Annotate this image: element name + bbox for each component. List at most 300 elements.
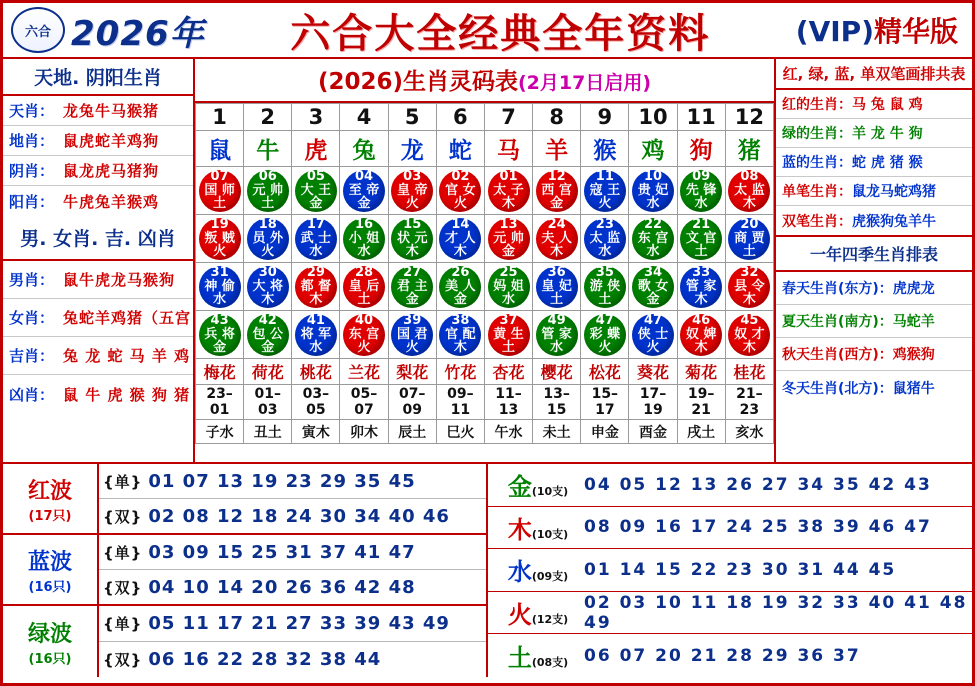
zodiac-ball <box>536 170 578 212</box>
table-cell-flower: 樱花 <box>533 359 581 385</box>
number-list: 04 10 14 20 26 36 42 48 <box>148 576 416 598</box>
zodiac-ball <box>343 266 385 308</box>
table-cell-flower: 桃花 <box>292 359 340 385</box>
table-cell-ganzhi: 午水 <box>484 420 532 444</box>
ball-label: 叛 贼 火 <box>204 230 235 260</box>
ball-label: 歌 女 金 <box>637 278 669 308</box>
table-cell-ball <box>196 167 244 215</box>
right-title-1-text: 红, 绿, 蓝, 单双笔画排共表 <box>782 65 966 83</box>
ball-label: 神 偷 水 <box>204 278 235 308</box>
right-title-1 <box>776 59 972 90</box>
wave-name: 绿波 <box>27 621 72 647</box>
ball-number: 04 <box>355 169 374 185</box>
row-key: 阴肖： <box>9 162 55 180</box>
element-numbers: 06 07 20 21 28 29 36 37 <box>584 645 861 666</box>
table-cell-ganzhi: 子水 <box>196 420 244 444</box>
table-cell-flower: 梅花 <box>196 359 244 385</box>
zodiac-ball <box>584 314 626 356</box>
ball-number: 33 <box>692 265 711 281</box>
zodiac-ball <box>680 266 722 308</box>
table-cell: 9 <box>581 104 629 131</box>
zodiac-ball <box>343 218 385 260</box>
ball-label: 官 配 木 <box>445 326 476 356</box>
list-item <box>776 119 972 148</box>
list-item <box>776 371 972 404</box>
zodiac-table-title-main: (2026)生肖灵码表 <box>317 69 518 95</box>
parity-tag: {单} <box>103 615 143 633</box>
page-title: 六合大全经典全年资料 <box>290 10 711 57</box>
zodiac-ball <box>439 266 481 308</box>
table-cell-ball <box>340 167 388 215</box>
table-cell-ball <box>388 263 436 311</box>
table-cell-ball <box>533 167 581 215</box>
table-cell: 10 <box>629 104 677 131</box>
ball-label: 国 君 火 <box>396 326 428 356</box>
table-cell-ball <box>292 167 340 215</box>
table-cell-time: 13–15 <box>533 385 581 420</box>
table-cell-ball <box>484 215 532 263</box>
number-list: 02 08 12 18 24 30 34 40 46 <box>148 505 450 527</box>
row-value: 羊 龙 牛 狗 <box>852 126 923 142</box>
ball-label: 都 督 木 <box>300 278 332 308</box>
zodiac-ball <box>295 218 337 260</box>
table-cell-zodiac: 狗 <box>677 131 725 167</box>
zodiac-ball <box>584 170 626 212</box>
ball-number: 40 <box>355 313 374 329</box>
row-value: 龙兔牛马猴猪 <box>63 102 160 120</box>
zodiac-ball <box>247 218 289 260</box>
ball-label: 员 外 火 <box>252 230 283 260</box>
number-list: 06 16 22 28 32 38 44 <box>148 649 382 670</box>
table-row-flowers <box>196 359 774 385</box>
ball-label: 太 监 木 <box>734 182 765 212</box>
element-numbers: 04 05 12 13 26 27 34 35 42 43 <box>584 474 932 495</box>
ball-label: 彩 蝶 火 <box>589 326 621 356</box>
parity-tag: {双} <box>103 578 143 597</box>
ball-label: 至 帝 金 <box>348 182 380 212</box>
left-block-2 <box>3 261 193 413</box>
table-cell-zodiac: 牛 <box>244 131 292 167</box>
table-cell-flower: 竹花 <box>436 359 484 385</box>
zodiac-ball <box>199 314 241 356</box>
ball-number: 25 <box>499 265 518 281</box>
table-cell-ball <box>725 311 773 359</box>
table-cell: 2 <box>244 104 292 131</box>
ball-number: 13 <box>499 217 518 233</box>
ball-label: 皇 妃 土 <box>541 278 572 308</box>
table-cell-zodiac: 鼠 <box>196 131 244 167</box>
table-cell-ball <box>677 215 725 263</box>
ball-label: 妈 姐 水 <box>493 278 524 308</box>
zodiac-ball <box>199 170 241 212</box>
list-item <box>3 299 193 337</box>
ball-label: 国 师 土 <box>204 182 235 212</box>
wave-line <box>99 606 486 642</box>
ball-number: 29 <box>306 265 325 281</box>
table-cell-time: 07–09 <box>388 385 436 420</box>
element-numbers: 08 09 16 17 24 25 38 39 46 47 <box>584 517 932 538</box>
zodiac-ball <box>728 314 770 356</box>
row-value: 鼠牛虎龙马猴狗 <box>63 271 176 289</box>
right-column <box>776 59 972 462</box>
table-cell: 11 <box>677 104 725 131</box>
ball-label: 小 姐 水 <box>348 230 380 260</box>
left-title-2: 男. 女肖. 吉. 凶肖 <box>3 216 193 261</box>
ball-number: 03 <box>403 169 422 185</box>
row-key: 蓝的生肖： <box>782 155 852 171</box>
table-cell: 8 <box>533 104 581 131</box>
ball-number: 07 <box>210 169 229 185</box>
list-item <box>776 272 972 305</box>
ball-label: 太 监 水 <box>589 230 621 260</box>
table-cell-ball <box>436 311 484 359</box>
ball-label: 兵 将 金 <box>204 326 235 356</box>
ball-number: 35 <box>595 265 614 281</box>
ball-number: 30 <box>258 265 277 281</box>
table-cell-ball <box>677 311 725 359</box>
table-cell-time: 05–07 <box>340 385 388 420</box>
ball-number: 47 <box>643 313 663 329</box>
table-cell-ball <box>629 311 677 359</box>
ball-label: 将 军 水 <box>300 326 332 356</box>
parity-tag: {双} <box>103 507 143 526</box>
ball-label: 元 帅 土 <box>252 182 283 212</box>
table-cell: 4 <box>340 104 388 131</box>
zodiac-ball <box>295 170 337 212</box>
zodiac-ball <box>632 266 674 308</box>
ball-number: 41 <box>306 313 325 329</box>
table-cell-time: 11–13 <box>484 385 532 420</box>
table-cell-ganzhi: 卯木 <box>340 420 388 444</box>
logo-text: 六合 <box>24 24 51 40</box>
ball-number: 19 <box>210 217 229 233</box>
table-row-balls-4 <box>196 311 774 359</box>
zodiac-ball <box>728 266 770 308</box>
ball-number: 34 <box>643 265 663 281</box>
zodiac-ball <box>536 218 578 260</box>
table-cell-ganzhi: 巳火 <box>436 420 484 444</box>
row-value: 鼠龙虎马猪狗 <box>63 162 160 180</box>
list-item <box>776 305 972 338</box>
table-cell-ball <box>533 263 581 311</box>
table-cell-flower: 梨花 <box>388 359 436 385</box>
table-cell-ball <box>196 263 244 311</box>
wave-line <box>99 499 486 533</box>
zodiac-ball <box>439 314 481 356</box>
table-cell-flower: 菊花 <box>677 359 725 385</box>
ball-label: 大 王 金 <box>300 182 332 212</box>
table-row-ganzhi <box>196 420 774 444</box>
wave-name-cell <box>3 535 99 604</box>
table-cell-ball <box>581 167 629 215</box>
list-item <box>776 177 972 206</box>
table-cell-zodiac: 鸡 <box>629 131 677 167</box>
table-cell-ball <box>581 263 629 311</box>
table-row-numbers <box>196 104 774 131</box>
element-count: (10支) <box>531 485 569 499</box>
ball-number: 16 <box>355 217 374 233</box>
left-title-1: 天地. 阴阳生肖 <box>3 59 193 96</box>
ball-number: 43 <box>210 313 229 329</box>
zodiac-ball <box>391 218 433 260</box>
ball-number: 38 <box>451 313 470 329</box>
row-value: 鼠龙马蛇鸡猪 <box>852 184 936 200</box>
row-key: 单笔生肖： <box>782 184 852 200</box>
zodiac-ball <box>439 218 481 260</box>
ball-number: 11 <box>595 169 614 185</box>
ball-number: 08 <box>740 169 759 185</box>
ball-label: 状 元 木 <box>396 230 428 260</box>
wave-numbers <box>99 464 486 533</box>
element-row <box>488 464 972 507</box>
ball-label: 美 人 金 <box>445 278 476 308</box>
element-row <box>488 549 972 592</box>
ball-label: 奴 婢 木 <box>685 326 717 356</box>
ball-label: 商 贾 土 <box>734 230 765 260</box>
table-cell-ball <box>533 215 581 263</box>
row-value: 兔蛇羊鸡猪（五宫 <box>63 309 192 327</box>
element-name: 火(12支) <box>507 601 569 630</box>
table-cell: 12 <box>725 104 773 131</box>
ball-number: 20 <box>740 217 759 233</box>
wave-name-cell <box>3 606 99 677</box>
header <box>3 3 972 59</box>
zodiac-ball <box>632 314 674 356</box>
element-name: 金(10支) <box>507 473 569 502</box>
ball-label: 君 主 金 <box>396 278 428 308</box>
parity-tag: {单} <box>103 543 143 562</box>
table-cell-ball <box>533 311 581 359</box>
vip-badge <box>796 10 958 50</box>
ball-number: 39 <box>403 313 422 329</box>
body-area <box>3 59 972 464</box>
table-cell-ganzhi: 申金 <box>581 420 629 444</box>
ball-number: 24 <box>547 217 566 233</box>
wave-line <box>99 464 486 499</box>
table-cell-flower: 葵花 <box>629 359 677 385</box>
ball-label: 先 锋 水 <box>685 182 717 212</box>
zodiac-ball <box>391 314 433 356</box>
wave-count: (16只) <box>28 579 72 595</box>
list-item <box>3 96 193 126</box>
ball-number: 06 <box>258 169 277 185</box>
row-value: 虎猴狗兔羊牛 <box>852 213 936 230</box>
table-cell-zodiac: 猪 <box>725 131 773 167</box>
list-item <box>776 206 972 235</box>
zodiac-ball <box>632 170 674 212</box>
table-row-balls-1 <box>196 167 774 215</box>
ball-label: 管 家 木 <box>685 278 717 308</box>
table-cell-time: 23–01 <box>196 385 244 420</box>
zodiac-ball <box>199 218 241 260</box>
list-item <box>776 148 972 177</box>
zodiac-ball <box>295 314 337 356</box>
table-cell-ball <box>436 215 484 263</box>
ball-number: 15 <box>403 217 422 233</box>
table-cell: 6 <box>436 104 484 131</box>
row-key: 绿的生肖： <box>782 126 852 142</box>
table-cell-ganzhi: 寅木 <box>292 420 340 444</box>
table-cell-zodiac: 龙 <box>388 131 436 167</box>
ball-label: 奴 才 木 <box>734 326 765 356</box>
table-cell-ball <box>244 263 292 311</box>
zodiac-ball <box>584 266 626 308</box>
row-value: 鼠 牛 虎 猴 狗 猪 <box>63 385 191 404</box>
table-cell-ball <box>292 215 340 263</box>
table-cell-time: 17–19 <box>629 385 677 420</box>
table-cell-ball <box>484 263 532 311</box>
table-cell-ball <box>581 215 629 263</box>
ball-label: 西 宫 金 <box>541 182 572 212</box>
table-cell-ball <box>388 167 436 215</box>
table-cell-ball <box>244 215 292 263</box>
list-item <box>3 126 193 156</box>
table-cell-ganzhi: 辰土 <box>388 420 436 444</box>
table-cell: 3 <box>292 104 340 131</box>
table-cell-time: 09–11 <box>436 385 484 420</box>
ball-number: 37 <box>499 313 518 329</box>
list-item <box>3 375 193 413</box>
table-cell-ball <box>244 167 292 215</box>
zodiac-table-title-note: (2月17日启用) <box>518 72 652 94</box>
ball-label: 皇 帝 火 <box>396 182 428 212</box>
table-cell-ball <box>581 311 629 359</box>
number-list: 01 07 13 19 23 29 35 45 <box>148 470 416 492</box>
ball-number: 10 <box>643 169 663 185</box>
table-cell-flower: 兰花 <box>340 359 388 385</box>
ball-number: 26 <box>451 265 470 281</box>
center-column <box>195 59 776 462</box>
table-cell: 1 <box>196 104 244 131</box>
table-cell-zodiac: 马 <box>484 131 532 167</box>
ball-number: 01 <box>499 169 518 185</box>
table-cell-flower: 荷花 <box>244 359 292 385</box>
element-section <box>488 464 972 677</box>
table-cell-ganzhi: 戌土 <box>677 420 725 444</box>
wave-count: (16只) <box>28 651 72 667</box>
table-cell-flower: 杏花 <box>484 359 532 385</box>
wave-line <box>99 642 486 677</box>
table-row-balls-3 <box>196 263 774 311</box>
table-cell-ball <box>244 311 292 359</box>
ball-number: 12 <box>547 169 566 185</box>
element-row <box>488 592 972 635</box>
ball-label: 东 宫 火 <box>348 326 380 356</box>
table-cell-zodiac: 兔 <box>340 131 388 167</box>
element-name: 水(09支) <box>507 558 569 587</box>
left-block-1 <box>3 96 193 216</box>
table-cell-ball <box>725 167 773 215</box>
ball-label: 游 侠 土 <box>589 278 621 308</box>
table-cell-ball <box>629 215 677 263</box>
table-cell-ball <box>677 263 725 311</box>
table-cell-time: 21–23 <box>725 385 773 420</box>
ball-label: 大 将 木 <box>252 278 283 308</box>
zodiac-ball <box>247 314 289 356</box>
left-column <box>3 59 195 462</box>
table-cell-ball <box>484 311 532 359</box>
ball-number: 31 <box>210 265 229 281</box>
table-cell-ball <box>388 311 436 359</box>
ball-label: 武 士 水 <box>300 230 332 260</box>
ball-label: 文 官 土 <box>685 230 717 260</box>
ball-label: 元 帅 金 <box>493 230 524 260</box>
wave-name-cell <box>3 464 99 533</box>
row-value: 马 兔 鼠 鸡 <box>852 97 923 113</box>
table-cell-zodiac: 猴 <box>581 131 629 167</box>
table-cell-ball <box>629 167 677 215</box>
wave-line <box>99 570 486 604</box>
zodiac-ball <box>680 314 722 356</box>
table-cell: 7 <box>484 104 532 131</box>
table-cell-ball <box>196 311 244 359</box>
wave-numbers <box>99 606 486 677</box>
zodiac-ball <box>536 266 578 308</box>
element-row <box>488 507 972 550</box>
row-value: 秋天生肖(西方)：鸡猴狗 <box>782 347 935 363</box>
parity-tag: {双} <box>103 651 143 669</box>
vip-label: (VIP) <box>795 15 874 48</box>
table-cell-ganzhi: 酉金 <box>629 420 677 444</box>
zodiac-ball <box>247 266 289 308</box>
table-cell-time: 03–05 <box>292 385 340 420</box>
zodiac-table-title <box>195 59 774 103</box>
ball-number: 45 <box>740 313 759 329</box>
wave-row <box>3 606 486 677</box>
row-value: 春天生肖(东方)：虎虎龙 <box>782 281 935 297</box>
zodiac-ball <box>536 314 578 356</box>
row-key: 双笔生肖： <box>782 213 852 230</box>
ball-label: 太 子 木 <box>493 182 524 212</box>
wave-count: (17只) <box>28 508 72 524</box>
element-row <box>488 634 972 677</box>
wave-row <box>3 535 486 606</box>
wave-name: 红波 <box>27 478 72 504</box>
bottom-area <box>3 464 972 677</box>
table-cell-ball <box>725 215 773 263</box>
table-cell-ganzhi: 未土 <box>533 420 581 444</box>
parity-tag: {单} <box>103 472 143 491</box>
wave-name: 蓝波 <box>27 549 72 575</box>
table-cell-time: 15–17 <box>581 385 629 420</box>
zodiac-ball <box>488 266 530 308</box>
list-item <box>3 261 193 299</box>
ball-label: 寇 王 火 <box>589 182 621 212</box>
zodiac-ball <box>728 170 770 212</box>
ball-number: 09 <box>692 169 711 185</box>
element-numbers: 01 14 15 22 23 30 31 44 45 <box>584 559 897 580</box>
list-item <box>3 186 193 216</box>
row-key: 女肖： <box>9 309 55 327</box>
ball-number: 22 <box>643 217 663 233</box>
table-cell-ball <box>484 167 532 215</box>
row-value: 冬天生肖(北方)：鼠猪牛 <box>782 380 935 397</box>
row-key: 吉肖： <box>9 347 55 365</box>
number-list: 05 11 17 21 27 33 39 43 49 <box>148 613 450 634</box>
wave-line <box>99 535 486 570</box>
row-key: 红的生肖： <box>782 97 852 113</box>
zodiac-ball <box>295 266 337 308</box>
zodiac-ball <box>391 170 433 212</box>
number-list: 03 09 15 25 31 37 41 47 <box>148 541 416 563</box>
zodiac-ball <box>680 170 722 212</box>
right-block-2 <box>776 272 972 404</box>
table-cell-zodiac: 虎 <box>292 131 340 167</box>
table-cell-ball <box>677 167 725 215</box>
row-key: 男肖： <box>9 271 55 289</box>
logo-icon <box>11 7 65 53</box>
list-item <box>3 337 193 375</box>
